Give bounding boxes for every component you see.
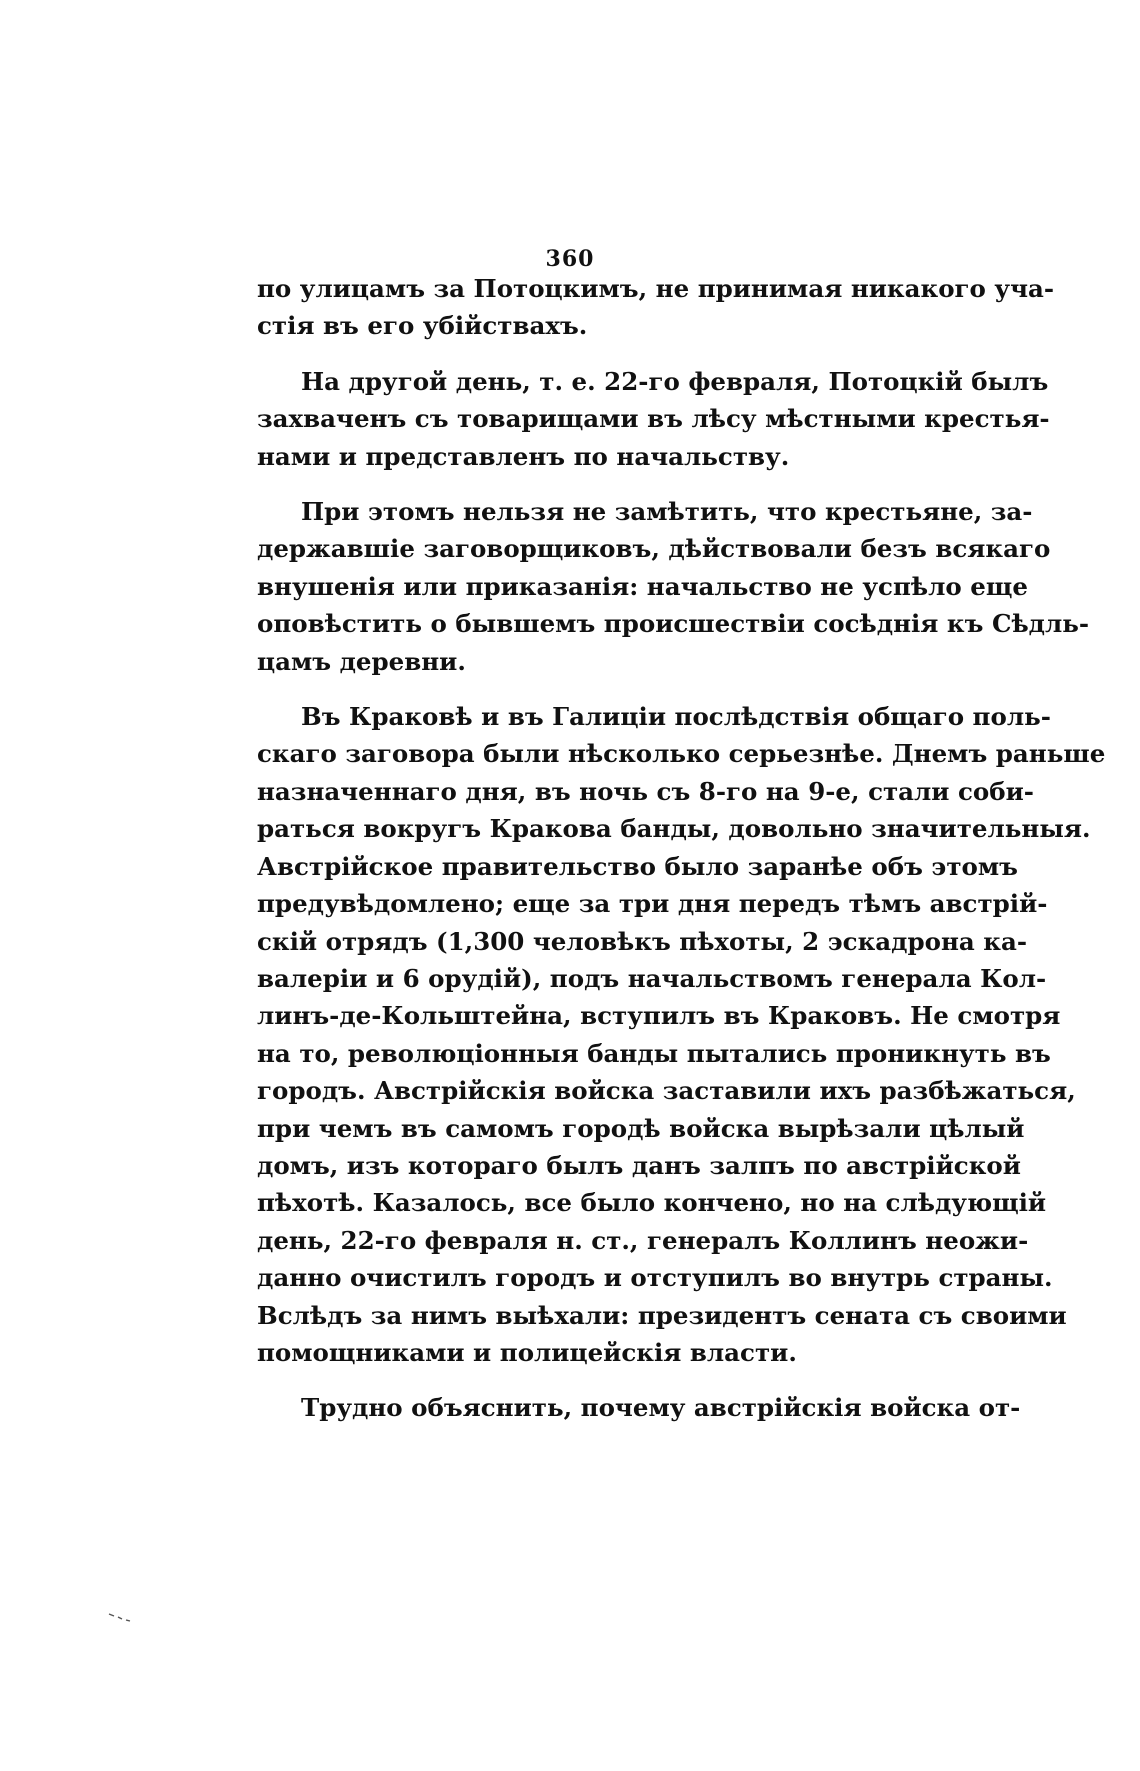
scan-speck-mark [108, 1612, 134, 1622]
text-line: данно очистилъ городъ и отступилъ во внутрь страны. [257, 1263, 1053, 1293]
text-line: державшіе заговорщиковъ, дѣйствовали безъ всякаго [257, 534, 1051, 564]
text-line: скаго заговора были нѣсколько серьезнѣе. Днемъ раньше [257, 739, 1106, 769]
text-line: день, 22-го февраля н. ст., генералъ Коллинъ неожи- [257, 1225, 1029, 1255]
body-text [257, 270, 1106, 1445]
text-line: раться вокругъ Кракова банды, довольно значительныя. [257, 814, 1091, 844]
text-line: внушенія или приказанія: начальство не успѣло еще [257, 571, 1028, 601]
text-line: пѣхотѣ. Казалось, все было кончено, но на слѣдующій [257, 1188, 1047, 1218]
paragraph [257, 493, 1090, 680]
paragraph [257, 363, 1050, 475]
text-line: стія въ его убійствахъ. [257, 311, 588, 341]
text-line: валеріи и 6 орудій), подъ начальствомъ генерала Кол- [257, 963, 1047, 993]
text-line: оповѣстить о бывшемъ происшествіи сосѣднія къ Сѣдль- [257, 609, 1090, 639]
text-line: по улицамъ за Потоцкимъ, не принимая никакого уча- [257, 274, 1055, 303]
paragraph [257, 270, 1055, 345]
text-line: предувѣдомлено; еще за три дня передъ тѣмъ австрій- [257, 889, 1048, 919]
text-line: линъ-де-Кольштейна, вступилъ въ Краковъ. Не смотря [257, 1001, 1061, 1031]
text-line: Въ Краковѣ и въ Галиціи послѣдствія общаго поль- [301, 702, 1051, 732]
text-line: При этомъ нельзя не замѣтить, что крестьяне, за- [301, 497, 1033, 527]
text-line: домъ, изъ котораго былъ данъ залпъ по австрійской [257, 1150, 1021, 1180]
text-line: Австрійское правительство было заранѣе объ этомъ [257, 851, 1018, 881]
text-line: Вслѣдъ за нимъ выѣхали: президентъ сената съ своими [257, 1300, 1067, 1330]
text-line: нами и представленъ по начальству. [257, 441, 790, 471]
text-line: назначеннаго дня, въ ночь съ 8-го на 9-е, стали соби- [257, 776, 1034, 806]
text-line: скій отрядъ (1,300 человѣкъ пѣхоты, 2 эскадрона ка- [257, 926, 1028, 956]
text-line: Трудно объяснить, почему австрійскія войска от- [301, 1393, 1021, 1423]
text-line: цамъ деревни. [257, 646, 466, 676]
text-line: при чемъ въ самомъ городѣ войска вырѣзали цѣлый [257, 1113, 1025, 1143]
text-line: городъ. Австрійскія войска заставили ихъ разбѣжаться, [257, 1076, 1076, 1106]
text-line: захваченъ съ товарищами въ лѣсу мѣстными крестья- [257, 404, 1050, 434]
text-line: На другой день, т. е. 22-го февраля, Потоцкій былъ [301, 366, 1049, 396]
text-line: на то, революціонныя банды пытались проникнуть въ [257, 1038, 1051, 1068]
paragraph [257, 698, 1106, 1371]
page-number: 360 [545, 246, 595, 272]
text-line: помощниками и полицейскія власти. [257, 1337, 797, 1367]
paragraph [257, 1389, 1021, 1426]
